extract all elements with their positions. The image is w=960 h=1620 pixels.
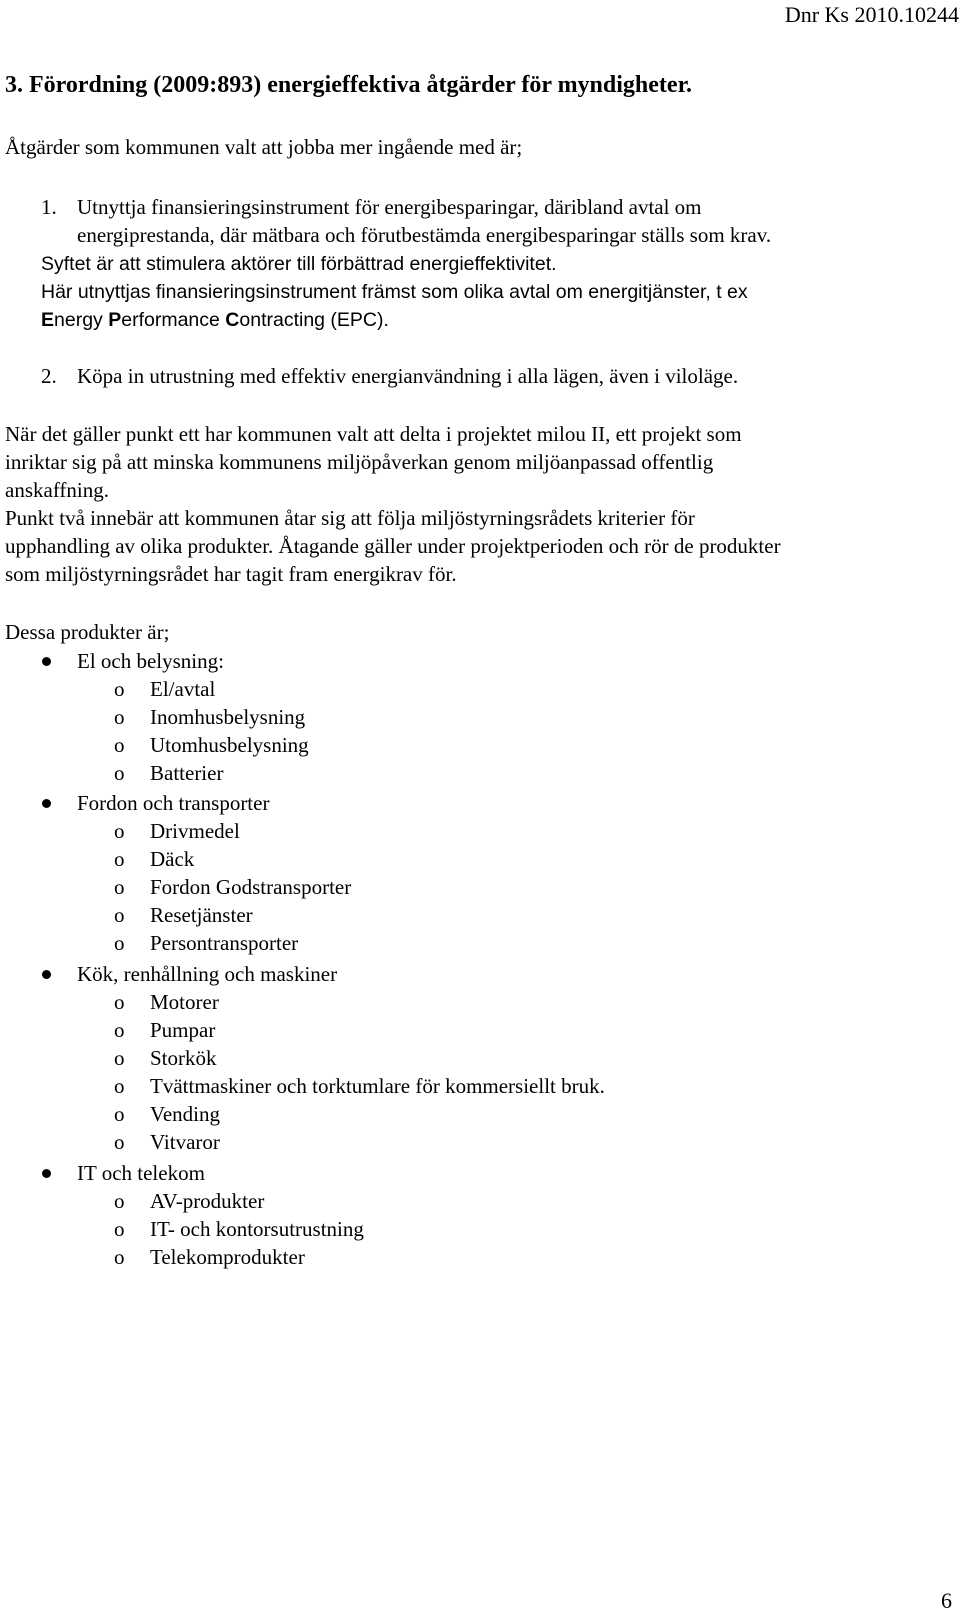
sub-bullet-icon: o: [114, 677, 125, 701]
sub-bullet-icon: o: [114, 1217, 125, 1241]
sub-bullet-icon: o: [114, 733, 125, 757]
instrument-line: Här utnyttjas finansieringsinstrument främst som olika avtal om energitjänster, t ex: [41, 281, 748, 303]
sub-bullet-icon: o: [114, 819, 125, 843]
product-item: Storkök: [150, 1046, 217, 1070]
epc-letter-c: C: [225, 309, 240, 331]
sub-bullet-icon: o: [114, 1074, 125, 1098]
measure-1-line-2: energiprestanda, där mätbara och förutbestämda energibesparingar ställs som krav.: [77, 223, 772, 247]
product-category: El och belysning:: [77, 649, 224, 673]
epc-word-performance: erformance: [121, 309, 226, 331]
epc-letter-p: P: [108, 309, 122, 331]
paragraph-2-line-3: som miljöstyrningsrådet har tagit fram energikrav för.: [5, 562, 457, 586]
measure-2-text: Köpa in utrustning med effektiv energianvändning i alla lägen, även i viloläge.: [77, 364, 739, 388]
product-item: Motorer: [150, 990, 219, 1014]
paragraph-2-line-2: upphandling av olika produkter. Åtagande gäller under projektperioden och rör de produkter: [5, 534, 781, 558]
section-heading: 3. Förordning (2009:893) energieffektiva åtgärder för myndigheter.: [5, 72, 693, 98]
product-item: Tvättmaskiner och torktumlare för kommersiellt bruk.: [150, 1074, 605, 1098]
sub-bullet-icon: o: [114, 847, 125, 871]
product-category: Fordon och transporter: [77, 791, 270, 815]
sub-bullet-icon: o: [114, 931, 125, 955]
sub-bullet-icon: o: [114, 1102, 125, 1126]
paragraph-1-line-3: anskaffning.: [5, 478, 110, 502]
sub-bullet-icon: o: [114, 1245, 125, 1269]
product-item: Vending: [150, 1102, 220, 1126]
product-item: Utomhusbelysning: [150, 733, 309, 757]
epc-word-energy: nergy: [54, 309, 109, 331]
product-item: IT- och kontorsutrustning: [150, 1217, 364, 1241]
sub-bullet-icon: o: [114, 761, 125, 785]
bullet-icon: [42, 970, 51, 979]
paragraph-2-line-1: Punkt två innebär att kommunen åtar sig att följa miljöstyrningsrådets kriterier för: [5, 506, 695, 530]
bullet-icon: [42, 1169, 51, 1178]
product-item: Batterier: [150, 761, 224, 785]
product-item: AV-produkter: [150, 1189, 265, 1213]
product-item: Persontransporter: [150, 931, 299, 955]
sub-bullet-icon: o: [114, 875, 125, 899]
products-intro: Dessa produkter är;: [5, 620, 170, 644]
measure-2-number: 2.: [41, 364, 57, 388]
sub-bullet-icon: o: [114, 1018, 125, 1042]
product-item: Telekomprodukter: [150, 1245, 305, 1269]
paragraph-1-line-1: När det gäller punkt ett har kommunen valt att delta i projektet milou II, ett projekt som: [5, 422, 742, 446]
product-category: IT och telekom: [77, 1161, 205, 1185]
product-item: Fordon Godstransporter: [150, 875, 352, 899]
product-item: Resetjänster: [150, 903, 253, 927]
product-item: Drivmedel: [150, 819, 240, 843]
measure-1-number: 1.: [41, 195, 57, 219]
epc-letter-e: E: [41, 309, 55, 331]
epc-word-contracting: ontracting (EPC).: [239, 309, 389, 331]
product-item: El/avtal: [150, 677, 216, 701]
product-item: Pumpar: [150, 1018, 216, 1042]
paragraph-1-line-2: inriktar sig på att minska kommunens miljöpåverkan genom miljöanpassad offentlig: [5, 450, 714, 474]
document-number: Dnr Ks 2010.10244: [784, 2, 959, 27]
sub-bullet-icon: o: [114, 990, 125, 1014]
intro-text: Åtgärder som kommunen valt att jobba mer ingående med är;: [5, 135, 523, 159]
sub-bullet-icon: o: [114, 1130, 125, 1154]
product-item: Inomhusbelysning: [150, 705, 306, 729]
page-number: 6: [941, 1588, 952, 1613]
product-item: Däck: [150, 847, 195, 871]
product-item: Vitvaror: [150, 1130, 220, 1154]
epc-line: [41, 306, 389, 334]
purpose-line: Syftet är att stimulera aktörer till förbättrad energieffektivitet.: [41, 253, 557, 275]
sub-bullet-icon: o: [114, 705, 125, 729]
product-category: Kök, renhållning och maskiner: [77, 962, 338, 986]
bullet-icon: [42, 799, 51, 808]
sub-bullet-icon: o: [114, 1189, 125, 1213]
measure-1-line-1: Utnyttja finansieringsinstrument för energibesparingar, däribland avtal om: [77, 195, 702, 219]
bullet-icon: [42, 657, 51, 666]
sub-bullet-icon: o: [114, 903, 125, 927]
sub-bullet-icon: o: [114, 1046, 125, 1070]
